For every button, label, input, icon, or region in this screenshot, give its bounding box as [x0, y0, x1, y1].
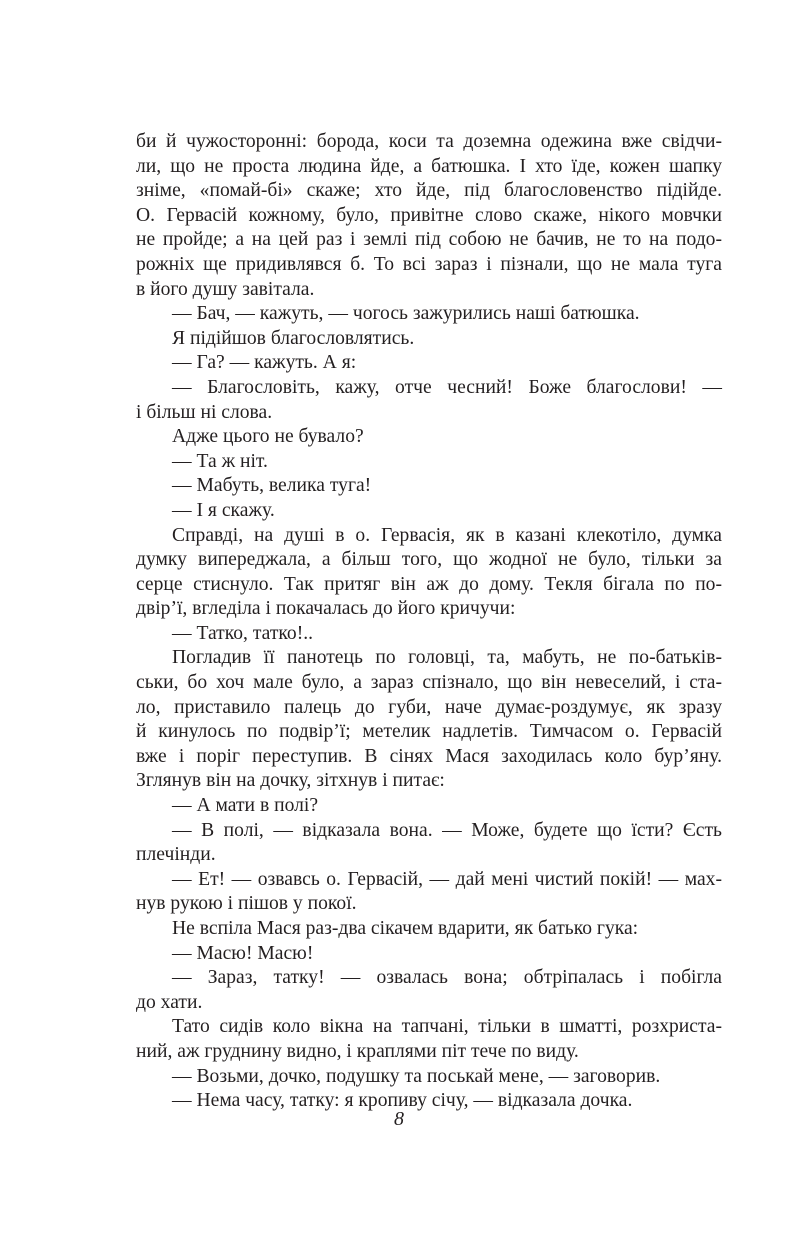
text-line: плечінди.	[136, 844, 216, 866]
page-number: 8	[394, 1108, 404, 1130]
text-line: зніме, «помай-бі» скаже; хто йде, під благословенство підійде.	[136, 180, 722, 202]
text-line: ли, що не проста людина йде, а батюшка. І хто їде, кожен шапку	[136, 155, 722, 177]
text-line: — Нема часу, татку: я кропиву січу, — відказала дочка.	[172, 1090, 633, 1112]
text-line: й кинулось по подвір’ї; метелик надлетів. Тимчасом о. Гервасій	[136, 721, 722, 743]
text-line: — Ет! — озвавсь о. Гервасій, — дай мені чистий покій! — мах-	[172, 868, 722, 890]
text-line: — В полі, — відказала вона. — Може, будете що їсти? Єсть	[172, 819, 722, 841]
text-line: Я підійшов благословлятись.	[172, 327, 415, 349]
page-body	[136, 130, 722, 1114]
text-line: серце стиснуло. Так притяг він аж до дому. Текля бігала по по-	[136, 573, 722, 595]
text-line: рожніх ще придивлявся б. То всі зараз і пізнали, що не мала туга	[136, 253, 722, 275]
text-line: ло, приставило палець до губи, наче думає-роздумує, як зразу	[136, 696, 722, 718]
text-line: не пройде; а на цей раз і землі під собою не бачив, не то на подо-	[136, 229, 722, 251]
text-line: нув рукою і пішов у покої.	[136, 893, 357, 915]
text-line: О. Гервасій кожному, було, привітне слово скаже, нікого мовчки	[136, 204, 722, 226]
text-line: би й чужосторонні: борода, коси та доземна одежина вже свідчи-	[136, 131, 722, 152]
text-line: — І я скажу.	[172, 499, 275, 521]
text-line: ний, аж груднину видно, і краплями піт тече по виду.	[136, 1040, 579, 1062]
text-line: Зглянув він на дочку, зітхнув і питає:	[136, 770, 445, 792]
text-line: Погладив її панотець по головці, та, мабуть, не по-батьків-	[172, 647, 722, 669]
text-line: двір’ї, вгледіла і покачалась до його кричучи:	[136, 598, 516, 620]
text-line: до хати.	[136, 991, 203, 1013]
text-line: — Мабуть, велика туга!	[172, 475, 372, 497]
text-line: — Возьми, дочко, подушку та поськай мене, — заговорив.	[172, 1065, 661, 1087]
text-line: Не вспіла Мася раз-два сікачем вдарити, як батько гука:	[172, 918, 639, 939]
text-line: — Зараз, татку! — озвалась вона; обтріпалась і побігла	[172, 967, 722, 989]
text-line: — Благословіть, кажу, отче чесний! Боже благослови! —	[172, 376, 722, 398]
text-line: Адже цього не бувало?	[172, 426, 364, 448]
text-line: — Масю! Масю!	[172, 942, 314, 964]
text-line: — Бач, — кажуть, — чогось зажурились наші батюшка.	[172, 303, 640, 325]
text-line: — Татко, татко!..	[172, 622, 314, 644]
text-line: думку випереджала, а більш того, що жодної не було, тільки за	[136, 549, 722, 571]
text-line: в його душу завітала.	[136, 278, 315, 300]
text-line: ськи, бо хоч мале було, а зараз спізнало, що він невеселий, і ста-	[136, 672, 722, 694]
text-line: Справді, на душі в о. Гервасія, як в казані клекотіло, думка	[172, 524, 722, 546]
text-line: Тато сидів коло вікна на тапчані, тільки в шматті, розхриста-	[172, 1016, 722, 1038]
text-line: — А мати в полі?	[172, 795, 319, 817]
text-line: — Та ж ніт.	[172, 450, 268, 472]
text-line: і більш ні слова.	[136, 401, 273, 423]
text-line: — Га? — кажуть. А я:	[172, 352, 357, 374]
text-line: вже і поріг переступив. В сінях Мася заходилась коло бур’яну.	[136, 745, 722, 767]
